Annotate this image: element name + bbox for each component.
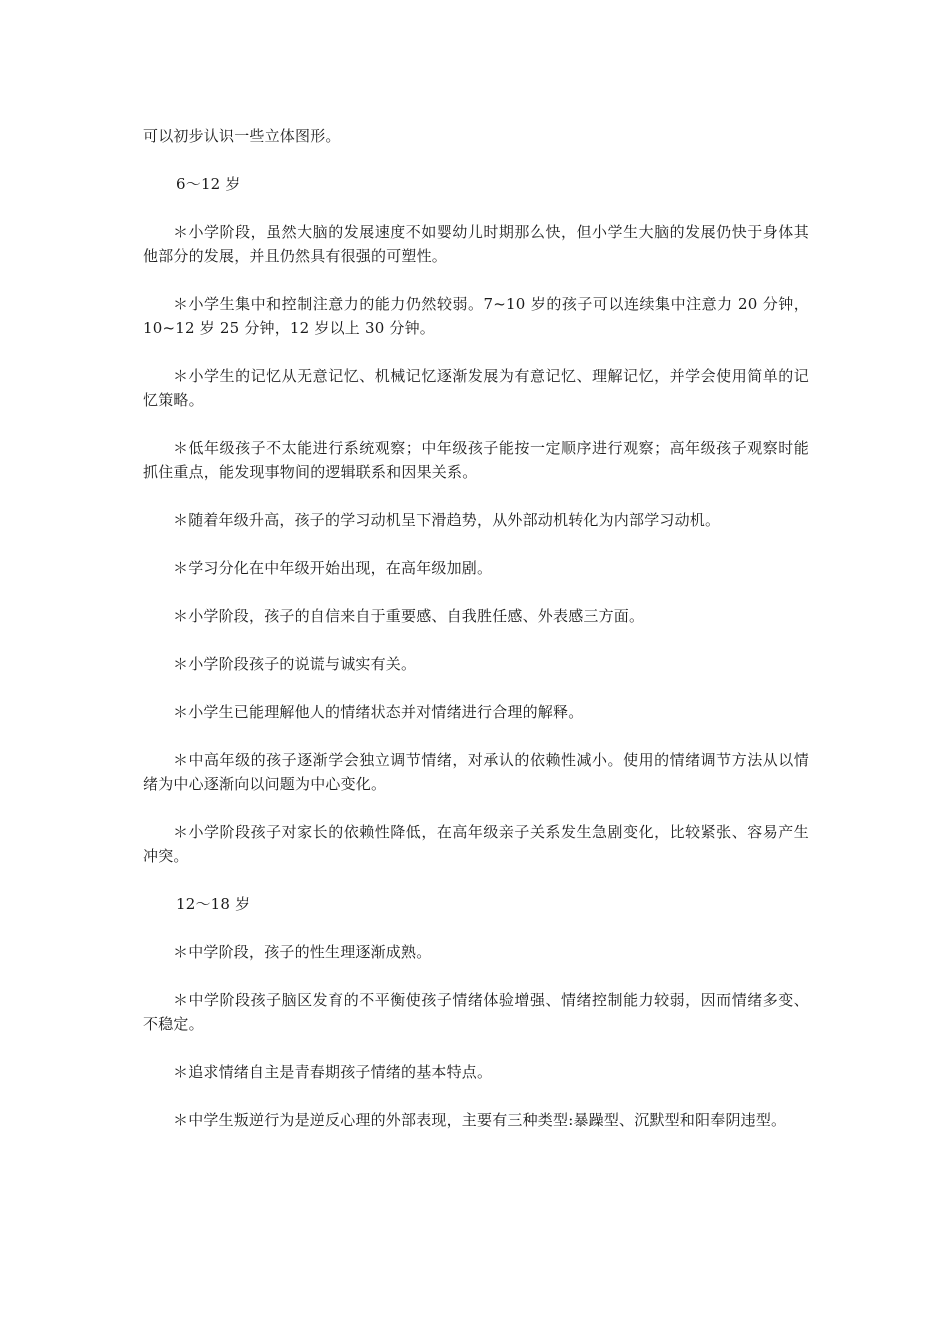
paragraph-honesty: ＊小学阶段孩子的说谎与诚实有关。	[173, 655, 417, 673]
paragraph-parent-relation: ＊小学阶段孩子对家长的依赖性降低，在高年级亲子关系发生急剧变化，比较紧张、容易产生冲突。	[143, 823, 809, 865]
paragraph-physiology: ＊中学阶段，孩子的性生理逐渐成熟。	[173, 943, 432, 961]
paragraph-continuation: 可以初步认识一些立体图形。	[143, 127, 341, 145]
paragraph-emotional-autonomy: ＊追求情绪自主是青春期孩子情绪的基本特点。	[173, 1063, 493, 1081]
paragraph-brain-development: ＊小学阶段，虽然大脑的发展速度不如婴幼儿时期那么快，但小学生大脑的发展仍快于身体其他部分的发展，并且仍然具有很强的可塑性。	[143, 223, 809, 265]
paragraph-emotion-understanding: ＊小学生已能理解他人的情绪状态并对情绪进行合理的解释。	[173, 703, 584, 721]
paragraph-brain-imbalance: ＊中学阶段孩子脑区发育的不平衡使孩子情绪体验增强、情绪控制能力较弱，因而情绪多变、不稳定。	[143, 991, 809, 1033]
paragraph-rebellion: ＊中学生叛逆行为是逆反心理的外部表现，主要有三种类型:暴躁型、沉默型和阳奉阴违型。	[173, 1111, 787, 1129]
paragraph-memory: ＊小学生的记忆从无意记忆、机械记忆逐渐发展为有意记忆、理解记忆，并学会使用简单的记忆策略。	[143, 367, 809, 409]
paragraph-differentiation: ＊学习分化在中年级开始出现，在高年级加剧。	[173, 559, 493, 577]
section-heading-6-12: 6～12 岁	[176, 175, 241, 193]
paragraph-motivation: ＊随着年级升高，孩子的学习动机呈下滑趋势，从外部动机转化为内部学习动机。	[173, 511, 721, 529]
paragraph-observation: ＊低年级孩子不太能进行系统观察；中年级孩子能按一定顺序进行观察；高年级孩子观察时能抓住重点，能发现事物间的逻辑联系和因果关系。	[143, 439, 809, 481]
section-heading-12-18: 12～18 岁	[176, 895, 251, 913]
paragraph-emotion-regulation: ＊中高年级的孩子逐渐学会独立调节情绪，对承认的依赖性减小。使用的情绪调节方法从以情绪为中心逐渐向以问题为中心变化。	[143, 751, 809, 793]
paragraph-attention: ＊小学生集中和控制注意力的能力仍然较弱。7~10 岁的孩子可以连续集中注意力 20 分钟，10~12 岁 25 分钟，12 岁以上 30 分钟。	[143, 295, 809, 337]
document-body	[143, 124, 809, 1156]
paragraph-confidence: ＊小学阶段，孩子的自信来自于重要感、自我胜任感、外表感三方面。	[173, 607, 645, 625]
